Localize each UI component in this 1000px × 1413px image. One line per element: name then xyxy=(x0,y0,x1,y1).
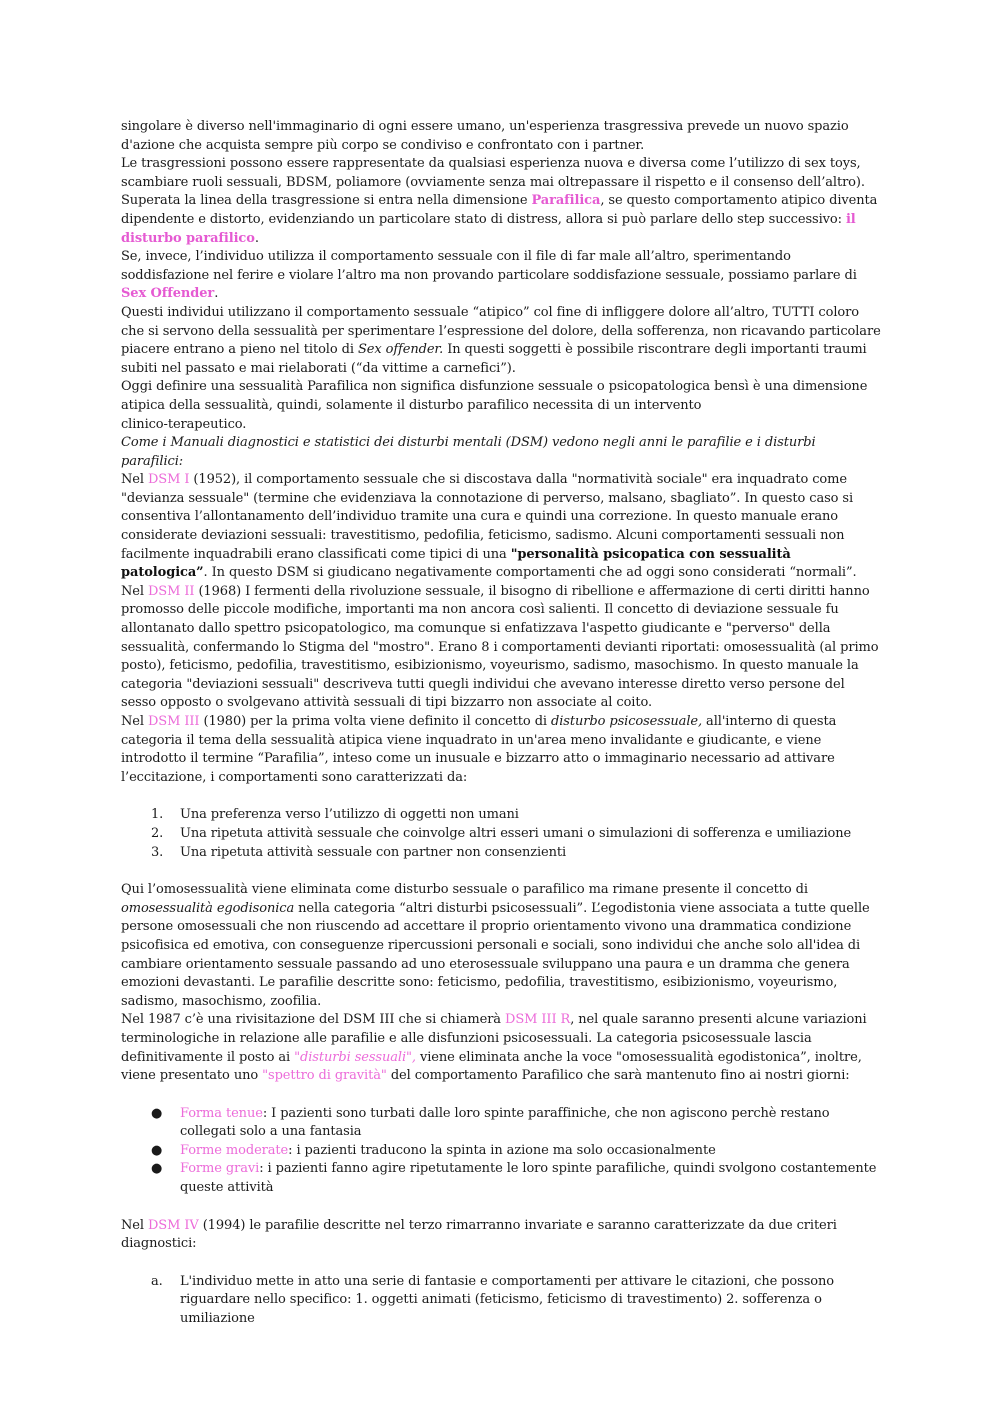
document-body xyxy=(121,118,881,1329)
bullet-icon: ● xyxy=(151,1142,163,1158)
paragraph-sex-offender: Se, invece, l’individuo utilizza il comportamento sessuale con il file di far male all’altro, sperimentando soddisfazione nel ferire e violare l’altro ma non provando particolare soddisfazione sessuale, possiamo parlare di Sex Offender. xyxy=(121,249,857,302)
list-item: 3. Una ripetuta attività sessuale con partner non consenzienti xyxy=(151,844,567,860)
term-omosessualita-egodisonica: omosessualità egodisonica xyxy=(121,900,295,916)
paragraph-dsm-iv: Nel DSM IV (1994) le parafilie descritte nel terzo rimarranno invariate e saranno caratterizzate da due criteri diagnostici: xyxy=(121,1217,837,1252)
term-forma: Forme gravi xyxy=(180,1161,260,1177)
term-disturbo-psicosessuale: disturbo psicosessuale, xyxy=(551,714,703,729)
term-forma: Forma tenue xyxy=(180,1105,263,1121)
term-parafilica: Parafilica xyxy=(531,193,601,209)
term-spettro-gravita: "spettro di gravità" xyxy=(262,1068,387,1084)
paragraph-omosessualita: Qui l’omosessualità viene eliminata come disturbo sessuale o parafilico ma rimane presente il concetto di omosessualità egodisonica nella categoria “altri disturbi psicosessuali”. L’egodistonia viene associata a tutte quelle persone omosessuali che non riuscendo ad accettare il proprio orientamento vivono una drammatica condizione psicofisica ed emotiva, con conseguenze ripercussioni personali e sociali, sono individui che anche solo all'idea di cambiare orientamento sessuale passando ad uno eterosessuale sviluppano una paura e un dramma che genera emozioni devastanti. Le parafilie descritte sono: feticismo, pedofilia, travestitismo, esibizionismo, voyeurismo, sadismo, masochismo, zoofilia. xyxy=(121,882,870,1009)
term-dsm-iii-r: DSM III R xyxy=(505,1012,571,1028)
term-personalita-psicopatica: "personalità psicopatica con sessualità patologica” xyxy=(121,546,791,581)
list-item: ● Forma tenue: I pazienti sono turbati dalle loro spinte paraffiniche, che non agiscono perchè restano collegati solo a una fantasia xyxy=(151,1105,830,1140)
list-item: a. L'individuo mette in atto una serie di fantasie e comportamenti per attivare le citazioni, che possono riguardare nello specifico: 1. oggetti animati (feticismo, feticismo di travestimento) 2. sofferenza o umiliazione xyxy=(151,1273,835,1327)
paragraph-oggi: Oggi definire una sessualità Parafilica non significa disfunzione sessuale o psicopatologica bensì è una dimensione atipica della sessualità, quindi, solamente il disturbo parafilico necessita di un intervento xyxy=(121,379,868,413)
term-dsm-iv: DSM IV xyxy=(147,1217,199,1233)
term-dsm-iii: DSM III xyxy=(147,714,200,729)
term-dsm-i: DSM I xyxy=(147,472,190,488)
paragraph-trasgressioni: Le trasgressioni possono essere rappresentate da qualsiasi esperienza nuova e diversa come l’utilizzo di sex toys, scambiare ruoli sessuali, BDSM, poliamore (ovviamente senza mai oltrepassare il rispetto e il consenso dell’altro). xyxy=(121,156,865,190)
paragraph-dsm-i: Nel DSM I (1952), il comportamento sessuale che si discostava dalla "normatività sociale" era inquadrato come "devianza sessuale" (termine che evidenziava la connotazione di perverso, malsano, sbagliato”. In questo caso si consentiva l’allontanamento dell’individuo tramite una cura e quindi una correzione. In questo manuale erano considerate deviazioni sessuali: travestitismo, pedofilia, feticismo, sadismo. Alcuni comportamenti sessuali non facilmente inquadrabili erano classificati come tipici di una "personalità psicopatica con sessualità patologica”. In questo DSM si giudicano negativamente comportamenti che ad oggi sono considerati “normali”. xyxy=(121,472,857,581)
bullet-icon: ● xyxy=(151,1105,163,1121)
paragraph-dsm-iii: Nel DSM III (1980) per la prima volta viene definito il concetto di disturbo psicosessuale, all'interno di questa categoria il tema della sessualità atipica viene inquadrato in un'area meno invalidante e giudicante, e viene introdotto il termine “Parafilia”, inteso come un inusuale e bizzarro atto o immaginario necessario ad attivare l’eccitazione, i comportamenti sono caratterizzati da: xyxy=(121,714,837,785)
term-forma: Forme moderate xyxy=(180,1142,289,1158)
list-item: ● Forme gravi: i pazienti fanno agire ripetutamente le loro spinte parafiliche, quindi svolgono costantemente queste attività xyxy=(151,1161,877,1196)
bullet-icon: ● xyxy=(151,1161,163,1177)
list-item: 2. Una ripetuta attività sessuale che coinvolge altri esseri umani o simulazioni di sofferenza e umiliazione xyxy=(151,825,852,841)
list-item: ● Forme moderate: i pazienti traducono la spinta in azione ma solo occasionalmente xyxy=(121,1142,881,1161)
list-item: 1. Una preferenza verso l’utilizzo di oggetti non umani xyxy=(151,807,519,823)
term-disturbi-sessuali: "disturbi sessuali", xyxy=(294,1049,416,1065)
bullet-list-forme xyxy=(121,1105,881,1198)
term-sex-offender-italic: Sex offender. xyxy=(357,342,444,358)
paragraph-parafilica: Superata la linea della trasgressione si entra nella dimensione Parafilica, se questo comportamento atipico diventa dipendente e distorto, evidenziando un particolare stato di distress, allora si può parlare dello step successivo: il disturbo parafilico. xyxy=(121,193,878,246)
numbered-list-comportamenti xyxy=(121,806,881,862)
term-dsm-ii: DSM II xyxy=(147,583,195,599)
paragraph-dsm-ii: Nel DSM II (1968) I fermenti della rivoluzione sessuale, il bisogno di ribellione e affermazione di certi diritti hanno promosso delle piccole modifiche, importanti ma non ancora così salienti. Il concetto di deviazione sessuale fu allontanato dallo spettro psicopatologico, ma comunque si enfatizzava l'aspetto giudicante e "perverso" della sessualità, confermando lo Stigma del "mostro". Erano 8 i comportamenti devianti riportati: omosessualità (al primo posto), feticismo, pedofilia, travestitismo, esibizionismo, voyeurismo, sadismo, masochismo. In questo manuale la categoria "deviazioni sessuali" descriveva tutti quegli individui che avevano interesse diretto verso persone del sesso opposto o svolgevano attività sessuali di tipi bizzarro non associate al coito. xyxy=(121,583,879,711)
paragraph-dsm-intro: Come i Manuali diagnostici e statistici dei disturbi mentali (DSM) vedono negli anni le parafilie e i disturbi parafilici: xyxy=(121,435,816,469)
paragraph-dsm-iii-r: Nel 1987 c’è una rivisitazione del DSM III che si chiamerà DSM III R, nel quale saranno presenti alcune variazioni terminologiche in relazione alle parafilie e alle disfunzioni psicosessuali. La categoria psicosessuale lascia definitivamente il posto ai "disturbi sessuali", viene eliminata anche la voce "omosessualità egodistonica”, inoltre, viene presentato uno "spettro di gravità" del comportamento Parafilico che sarà mantenuto fino ai nostri giorni: xyxy=(121,1012,867,1084)
term-sex-offender: Sex Offender xyxy=(121,286,215,302)
lettered-list-criteri xyxy=(121,1273,881,1329)
term-disturbo-parafilico: il disturbo parafilico xyxy=(121,211,856,246)
paragraph-individui: Questi individui utilizzano il comportamento sessuale “atipico” col fine di infliggere dolore all’altro, TUTTI coloro che si servono della sessualità per sperimentare l’espressione del dolore, della sofferenza, non ricavando particolare piacere entrano a pieno nel titolo di Sex offender. In questi soggetti è possibile riscontrare degli importanti traumi subiti nel passato e mai rielaborati (“da vittime a carnefici”). xyxy=(121,304,881,376)
paragraph-oggi-cont: clinico-terapeutico. xyxy=(121,416,247,432)
paragraph-intro: singolare è diverso nell'immaginario di ogni essere umano, un'esperienza trasgressiva prevede un nuovo spazio d'azione che acquista sempre più corpo se condiviso e confrontato con i partner. xyxy=(121,119,849,153)
